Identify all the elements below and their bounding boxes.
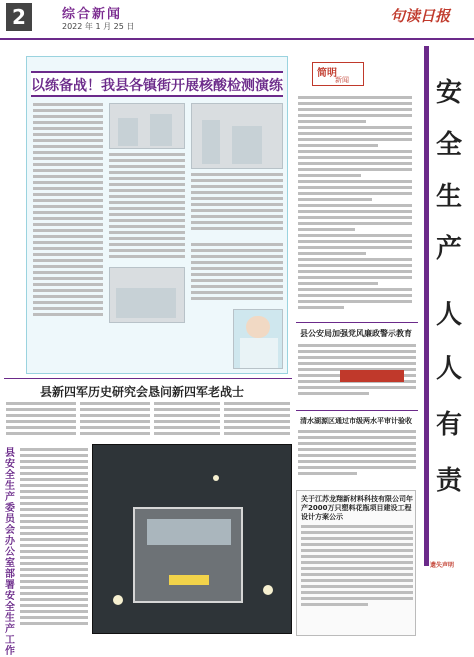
banner-char: 安 bbox=[435, 78, 462, 108]
feature-photo-3 bbox=[109, 267, 185, 323]
section-title: 综合新闻 bbox=[62, 7, 123, 22]
feature-body-col-2 bbox=[109, 153, 185, 263]
divider bbox=[4, 378, 292, 379]
feature-body-col-1 bbox=[33, 103, 103, 323]
banner-char: 生 bbox=[435, 182, 462, 212]
court-body bbox=[298, 430, 416, 486]
banner-char: 责 bbox=[435, 466, 462, 496]
lost-notice-title: 遗失声明 bbox=[430, 562, 455, 569]
truck bbox=[133, 507, 243, 603]
history-body-col-4 bbox=[224, 402, 290, 442]
feature-headline: 以练备战！我县各镇街开展核酸检测演练 bbox=[31, 71, 283, 97]
banner-char: 人 bbox=[435, 354, 462, 384]
history-body-col-1 bbox=[6, 402, 76, 442]
company-body bbox=[301, 525, 413, 629]
safety-banner bbox=[424, 46, 474, 566]
feature-body-col-4 bbox=[191, 243, 283, 305]
company-headline: 关于江苏龙翔新材料科技有限公司年产2000万只塑料花瓶项目建设工程设计方案公示 bbox=[301, 495, 413, 521]
page-number: 2 bbox=[6, 3, 32, 31]
banner-char: 有 bbox=[435, 410, 462, 440]
history-body-col-2 bbox=[80, 402, 150, 442]
history-body-col-3 bbox=[154, 402, 220, 442]
history-headline: 县新四军历史研究会恳问新四军老战士 bbox=[40, 385, 245, 399]
brief-news-logo bbox=[312, 62, 364, 86]
masthead bbox=[0, 0, 474, 40]
issue-date: 2022 年 1 月 25 日 bbox=[62, 22, 135, 31]
safety-committee-vertical-headline: 县安全生产委员会办公室部署安全生产工作 bbox=[5, 448, 15, 657]
banner-char: 产 bbox=[435, 234, 462, 264]
divider bbox=[296, 322, 418, 323]
feature-photo-1 bbox=[109, 103, 185, 149]
police-headline: 县公安局加强党风廉政警示教育 bbox=[300, 329, 412, 338]
banner-char: 人 bbox=[435, 300, 462, 330]
brief-news-list bbox=[298, 96, 412, 316]
paper-logo: 句读日报 bbox=[390, 7, 451, 25]
safety-committee-body bbox=[20, 448, 88, 634]
convoy-truck-photo bbox=[92, 444, 292, 634]
slogan-stamp bbox=[340, 370, 404, 382]
feature-story bbox=[26, 56, 288, 374]
lost-notice-body bbox=[428, 566, 472, 636]
medical-worker-illustration bbox=[233, 309, 283, 369]
brief-logo-main: 简明 bbox=[317, 68, 337, 79]
feature-photo-2 bbox=[191, 103, 283, 169]
banner-accent-bar bbox=[424, 46, 429, 566]
court-headline: 清水湖源区通过市级两水平审计验收 bbox=[300, 417, 412, 425]
company-notice bbox=[296, 490, 416, 636]
divider bbox=[296, 410, 418, 411]
feature-body-col-3 bbox=[191, 173, 283, 237]
banner-char: 全 bbox=[435, 130, 462, 160]
brief-logo-sub: 新闻 bbox=[335, 76, 349, 84]
